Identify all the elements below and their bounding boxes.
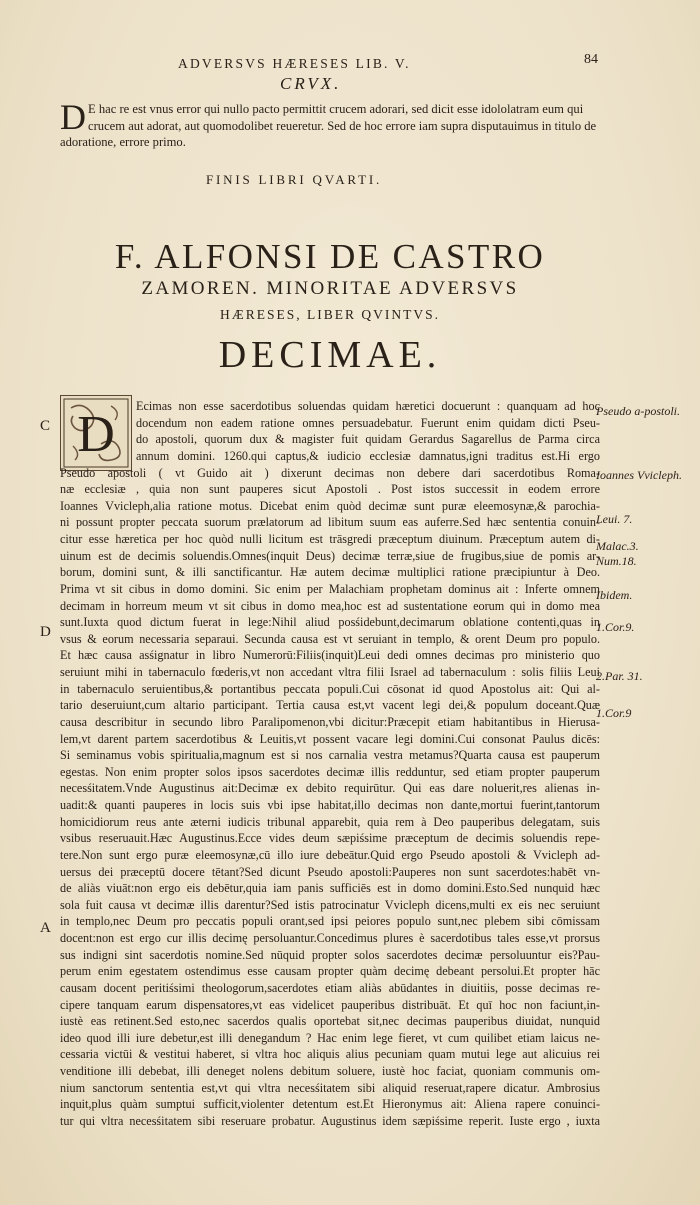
crux-paragraph xyxy=(60,97,600,151)
text-line: perum enim egestatem ostendimus esse causam propter quàm decimę debeant persolui.Et propter hāc xyxy=(60,964,600,979)
text-line: tario deseruiunt,cum altario participant. Tertia causa est,vt vacent legi dei,& populum doceant.Quæ xyxy=(60,698,600,713)
text-line: egestas. Non enim propter solos ipsos sacerdotes decimæ illis redduntur, sed etiam propter pauperum xyxy=(60,764,600,779)
book-title-line3: HÆRESES, LIBER QVINTVS. xyxy=(219,307,440,322)
text-line: vsus & eorum necessaria separaui. Secunda causa est vt seruiant in templo, & orent Deum pro populo. xyxy=(60,631,600,646)
crux-text: E hac re est vnus error qui nullo pacto permittit crucem adorari, sed dicit esse idololatram eum qui crucem aut adorat, aut quomodolibet reueretur. Sed de hoc errore iam supra disputauimus in titulo de adoratione, errore primo. xyxy=(60,102,597,150)
text-line: uinum est de decimis soluendis.Omnes(inquit Deus) decimæ terræ,siue de frugibus,siue de pomis ar- xyxy=(60,548,600,563)
text-line: uadit:& quanti pauperes in locis suis vbi ipse habitat,illo decimas non dante,mortui fuerint,tantorum xyxy=(60,798,600,812)
text-line: necesśitatem.Vnde Augustinus ait:Decimæ ex debito requirūtur. Qui eas dare noluerit,res alienas in- xyxy=(60,781,600,796)
text-line: tere.Non sunt ergo puræ eleemosynæ,cū illo iure debeātur.Quid ergo Pseudo apostoli & Vvicleph ad- xyxy=(60,847,600,862)
margin-note: Leui. 7. xyxy=(596,512,633,526)
margin-note: Ioannes Vvicleph. xyxy=(596,468,682,482)
text-line: Ecimas non esse sacerdotibus soluendas quidam hæretici docuerunt : quanquam ad hoc xyxy=(136,399,600,413)
text-line: lem,vt darent partem sacerdotibus & Leuitis,vt possent vacare legi domini.Cui consonat Paulus dicēs: xyxy=(60,731,600,746)
section-letter-a: A xyxy=(40,920,51,936)
text-line: cipere tanquam earum dispensatores,vt eas videlicet pauperibus distribuāt. Et quī hoc non faciunt,in- xyxy=(60,997,600,1012)
crux-initial: D xyxy=(60,97,86,137)
text-line: seruiunt mihi in tabernaculo fœderis,vt non accedant vltra filii Israel ad tabernaculum : solis filiis Leui xyxy=(60,665,600,679)
running-head: ADVERSVS HÆRESES LIB. V. xyxy=(178,56,411,71)
text-line: homicidiorum reus ante æterni iudicis tribunal apparebit, quia rem à Deo pauperibus delegatam, suis xyxy=(60,814,600,829)
section-heading-crux: CRVX. xyxy=(280,74,342,93)
text-line: causa describitur in secundo libro Paralipomenon,vbi dicitur:Præcepit etiam habitantibus in Hierusa- xyxy=(60,714,600,729)
text-line: cessaria victūi & vestitui haberet, si vltra hoc aliquis alius pecuniam quam mutui lege aut alicuius rei xyxy=(60,1047,600,1062)
margin-note: Malac.3. xyxy=(596,539,639,553)
page-number: 84 xyxy=(584,52,598,67)
text-line xyxy=(60,1130,600,1147)
text-line: docent:non est ergo cur illis decimę persoluantur.Concedimus plures è sacerdotibus tales esse,vt prorsus xyxy=(60,931,600,945)
margin-note: 1.Cor.9 xyxy=(596,706,632,720)
text-line: ni possunt propter peccata suorum prælatorum ad libitum suum eas auferre.Sed hæc sententia conuin- xyxy=(60,515,600,530)
text-line: decimam in horreum meum vt sit cibus in domo mea,hoc est ad sustentatione eorum qui in domo mea xyxy=(60,598,600,613)
text-line: in tabernaculo seruientibus,& portantibus peccata populi.Cui cōsonat id quod Apostolus ait: Qui al- xyxy=(60,681,600,696)
margin-note: Ibidem. xyxy=(596,588,633,602)
finis-line: FINIS LIBRI QVARTI. xyxy=(206,172,383,187)
book-title-author: F. ALFONSI DE CASTRO xyxy=(114,237,546,276)
text-line: de aliàs viuāt:non ergo eis debētur,quia iam panis sufficiēs est in domo domini.Esto.Sed nunquid hæc xyxy=(60,881,600,896)
text-line: vsibus reseruauit.Hæc Augustinus.Ecce vides deum sæpiśsime præceptum de decimis soluendis repe- xyxy=(60,831,600,846)
text-line: sus indigni sint sacerdotis nomine.Sed nūquid propter solos sacerdotes decimæ persoluuntur eis?Pau- xyxy=(60,947,600,962)
book-title-line2: ZAMOREN. MINORITAE ADVERSVS xyxy=(141,278,519,299)
ornamented-initial-letter: D xyxy=(77,406,115,463)
text-line: do apostoli, quorum dux & magister fuit quidam Gerardus Sagarellus de Parma circa xyxy=(136,432,600,447)
text-line: iustè eas retinent.Sed esto,nec sacerdos qualis oportebat sit,nec decimas pauperibus diuidat, nunquid xyxy=(60,1014,600,1029)
text-line: Ioannes Vvicleph,alia ratione motus. Dicebat enim quòd decimæ sunt puræ eleemosynæ,& parochia- xyxy=(60,498,600,513)
text-line: uersus dei præceptū docere tētant?Sed dicunt Pseudo apostoli:Pauperes non sunt sacerdotes:habēt vn- xyxy=(60,864,600,879)
text-line: nium sanctorum sententia est,vt qui vltra necesśitatem sibi aliquid reseruat,rapere dicatur. Ambrosius xyxy=(60,1080,600,1095)
chapter-title: DECIMAE. xyxy=(218,334,442,376)
text-line: borum, domini sunt, & illi sanctificantur. Hæ autem decimæ multiplici ratione præcipiuntur à Deo. xyxy=(60,565,600,580)
main-text xyxy=(60,398,600,1146)
text-line: Prima vt sit cibus in domo domini. Sic enim per Malachiam prophetam dominus ait : Inferte omnem xyxy=(60,581,600,596)
text-line: docendum non eadem ratione omnes persuadebatur. Fuerunt enim quidam dicti Pseu- xyxy=(136,415,600,430)
text-line: sola fuit causa vt decimæ illis darentur?Sed istis patrocinatur Vvicleph dicens,multi ex eis nec seruiunt xyxy=(60,897,600,912)
text-line: in templo,nec Deum pro peccatis populi orant,sed ipsi peiores populo sunt,nec plebem sibi cōmissam xyxy=(60,914,600,929)
text-line: venditione illi debebat, illi deneget nolens debitum soluere, iustè hoc faciat, quoniam communis om- xyxy=(60,1064,600,1078)
text-line: Et hæc causa asśignatur in libro Numerorū:Filiis(inquit)Leui dedi omnes decimas pro ministerio quo xyxy=(60,648,600,663)
margin-note: 1.Cor.9. xyxy=(596,620,635,634)
margin-note: Num.18. xyxy=(596,554,637,568)
margin-note: Pseudo a-postoli. xyxy=(596,404,680,418)
text-line: næ ecclesiæ , quia non sunt pauperes sicut Apostoli . Post istos successit in eodem errore xyxy=(60,482,600,497)
text-line: sunt.Iuxta quod dictum fuerat in lege:Nihil aliud posśidebunt,decimarum oblatione contenti,quas in xyxy=(60,615,600,630)
section-letter-c: C xyxy=(40,418,51,434)
margin-note: 2.Par. 31. xyxy=(596,669,643,683)
text-line: citur esse hæretica per hoc quòd nulli licitum est trāsgredi præceptum diuinum. Præceptum autem di- xyxy=(60,532,600,546)
text-line: inquit,plus quàm sumptui sufficit,violenter detentum est.Et Hieronymus ait: Aliena rapere conuinci- xyxy=(60,1097,600,1112)
text-line: causam docent peritiśsimi theologorum,sacerdotes etiam aliàs abūdantes in diuitiis, posse decimas re- xyxy=(60,980,600,995)
text-line: ideo quod illi iure debetur,est illi denegandum ? Hac enim lege fieret, vt cum quilibet etiam laicus ne- xyxy=(60,1030,600,1045)
text-line: Pseudo apostoli ( vt Guido ait ) dixerunt decimas non debere dari sacerdotibus Roma- xyxy=(60,465,600,480)
section-letter-d: D xyxy=(40,624,51,640)
text-line: tur qui vltra necesśitatem sibi reseruare probatur. Augustinus idem sæpiśsime reperit. Iuste ergo , iuxta xyxy=(60,1113,600,1128)
text-line: annum domini. 1260.qui captus,& iudicio ecclesiæ damnatus,igni traditus est.Hi ergo xyxy=(136,448,600,463)
text-line: Si seminamus vobis spiritualia,magnum est si nos carnalia vestra metamus?Quarta causa est pauperum xyxy=(60,748,600,763)
